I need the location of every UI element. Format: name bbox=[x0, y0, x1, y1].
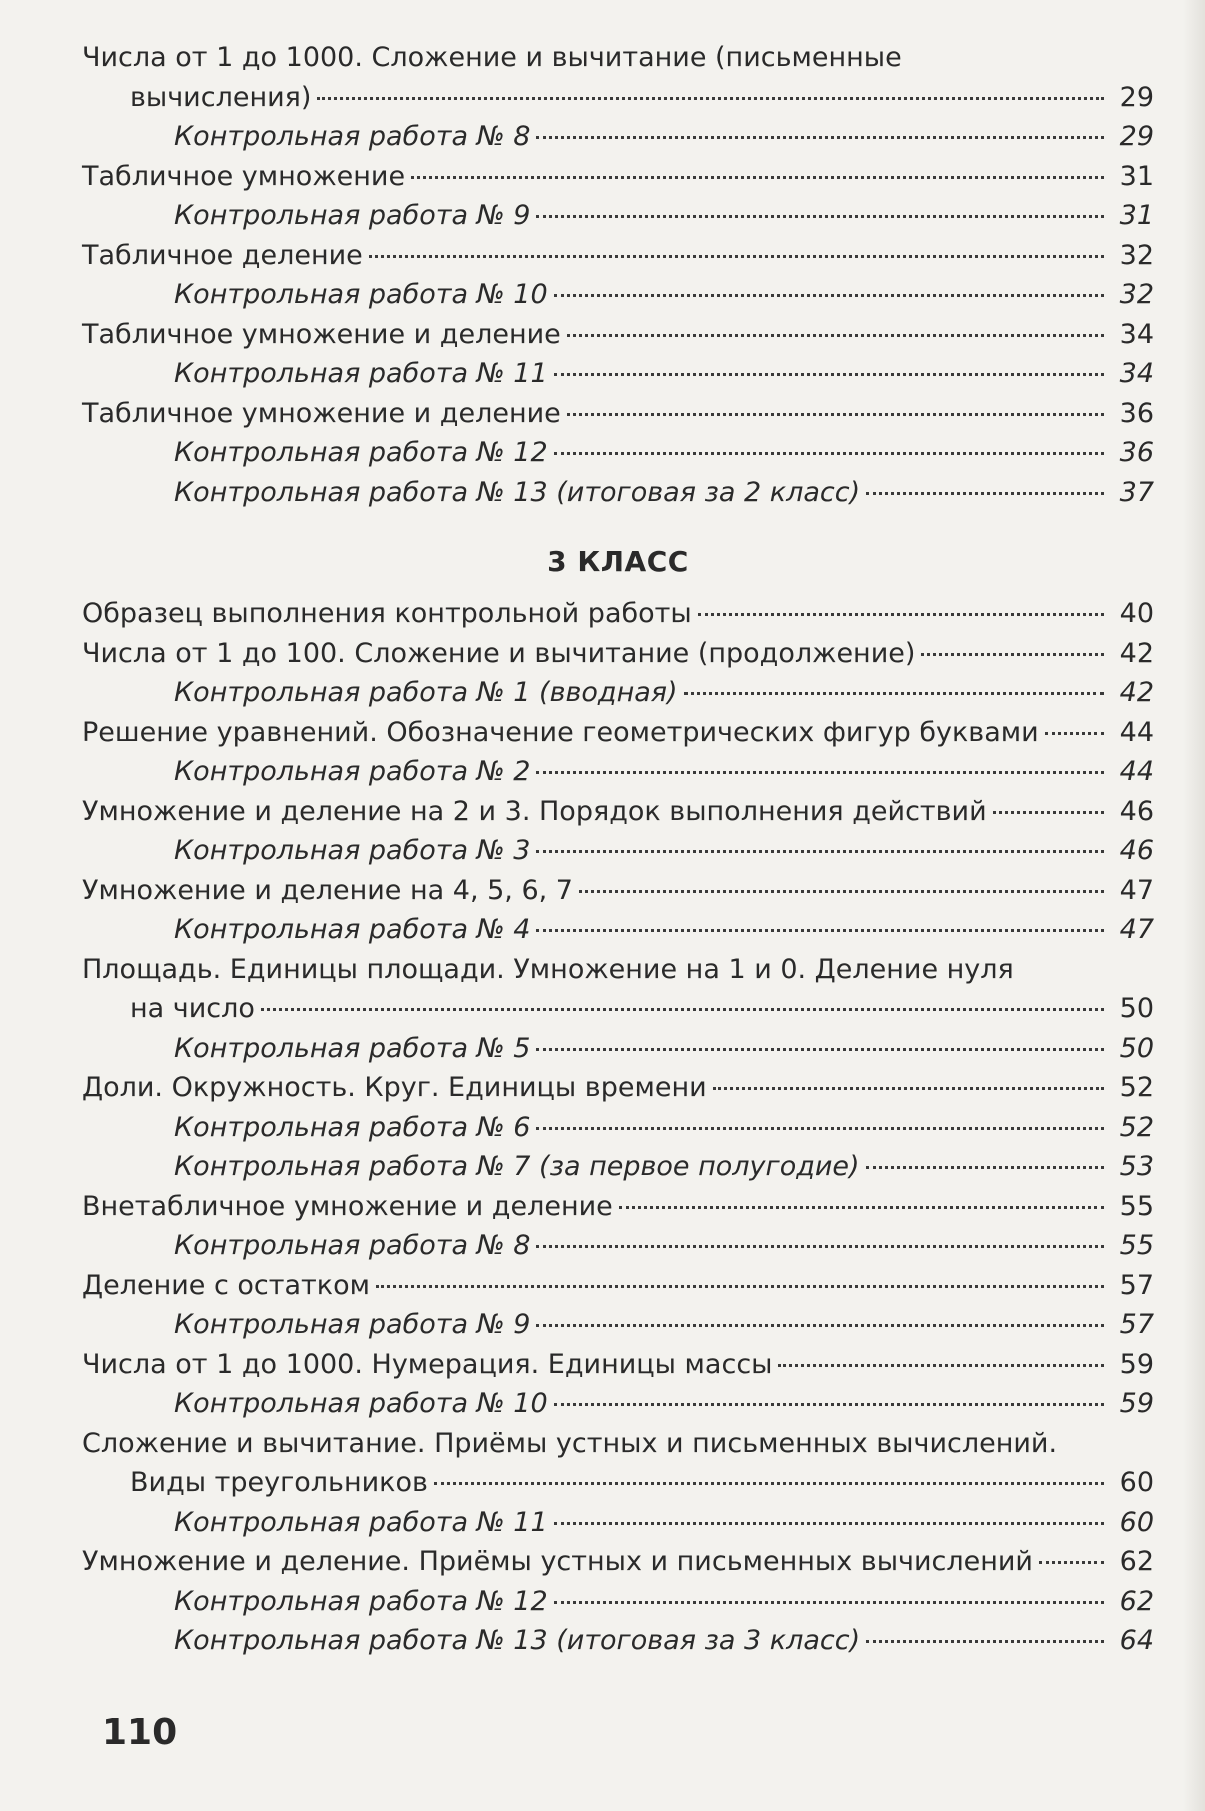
toc-subentry[interactable] bbox=[82, 1384, 1154, 1424]
toc-page-number: 29 bbox=[1119, 121, 1154, 152]
toc-page-number: 31 bbox=[1119, 200, 1154, 231]
toc-list-grade-3 bbox=[82, 594, 1154, 1661]
toc-page-number: 34 bbox=[1119, 358, 1154, 389]
toc-page-number: 29 bbox=[1119, 81, 1154, 113]
toc-page-number: 60 bbox=[1119, 1467, 1154, 1498]
toc-entry-title: Контрольная работа № 1 (вводная) bbox=[174, 677, 678, 708]
table-of-contents bbox=[82, 38, 1154, 1661]
toc-entry[interactable] bbox=[82, 157, 1154, 197]
dot-leader bbox=[1045, 732, 1104, 735]
dot-leader bbox=[778, 1364, 1104, 1367]
page-edge bbox=[1183, 0, 1205, 1811]
toc-entry-title: Деление с остатком bbox=[82, 1269, 370, 1301]
toc-entry-title: Табличное умножение и деление bbox=[82, 318, 561, 350]
toc-page-number: 52 bbox=[1119, 1111, 1154, 1143]
toc-entry-title: Контрольная работа № 3 bbox=[174, 835, 531, 866]
dot-leader bbox=[536, 136, 1104, 139]
toc-entry-title: Табличное умножение и деление bbox=[82, 397, 561, 429]
toc-entry[interactable] bbox=[82, 394, 1154, 434]
section-title: 3 КЛАСС bbox=[547, 545, 689, 578]
toc-entry-title: Контрольная работа № 12 bbox=[174, 1585, 548, 1617]
dot-leader bbox=[567, 334, 1104, 337]
toc-subentry[interactable] bbox=[82, 752, 1154, 792]
toc-subentry[interactable] bbox=[82, 673, 1154, 713]
toc-subentry[interactable] bbox=[82, 1147, 1154, 1187]
toc-entry-title: Умножение и деление на 4, 5, 6, 7 bbox=[82, 874, 573, 906]
toc-entry-continuation[interactable] bbox=[82, 78, 1154, 118]
dot-leader bbox=[536, 1048, 1104, 1051]
toc-page-number: 32 bbox=[1119, 239, 1154, 271]
dot-leader bbox=[554, 1403, 1104, 1406]
dot-leader bbox=[866, 492, 1104, 495]
dot-leader bbox=[554, 452, 1104, 455]
toc-entry-title: Контрольная работа № 4 bbox=[174, 914, 531, 945]
toc-entry[interactable] bbox=[82, 1068, 1154, 1108]
dot-leader bbox=[866, 1166, 1104, 1169]
toc-entry-title: Контрольная работа № 10 bbox=[174, 279, 548, 310]
toc-entry-title: Числа от 1 до 1000. Нумерация. Единицы массы bbox=[82, 1348, 773, 1380]
toc-page-number: 47 bbox=[1119, 914, 1154, 945]
dot-leader bbox=[536, 1245, 1104, 1248]
dot-leader bbox=[579, 890, 1104, 893]
toc-page-number: 50 bbox=[1119, 1032, 1154, 1064]
dot-leader bbox=[536, 771, 1104, 774]
dot-leader bbox=[434, 1482, 1104, 1485]
toc-subentry[interactable] bbox=[82, 1029, 1154, 1069]
toc-page-number: 46 bbox=[1119, 795, 1154, 827]
toc-entry[interactable] bbox=[82, 792, 1154, 832]
toc-page-number: 57 bbox=[1119, 1269, 1154, 1301]
toc-entry-title: вычисления) bbox=[130, 81, 312, 113]
toc-entry-title-line[interactable]: Числа от 1 до 1000. Сложение и вычитание (письменные bbox=[82, 42, 902, 73]
toc-entry-title: Контрольная работа № 11 bbox=[174, 358, 548, 389]
toc-subentry[interactable] bbox=[82, 910, 1154, 950]
toc-entry-title: Контрольная работа № 8 bbox=[174, 121, 531, 152]
toc-entry-title: Табличное деление bbox=[82, 239, 363, 271]
toc-subentry[interactable] bbox=[82, 1503, 1154, 1543]
toc-entry-title: Контрольная работа № 13 (итоговая за 2 класс) bbox=[174, 476, 861, 508]
toc-subentry[interactable] bbox=[82, 117, 1154, 157]
toc-entry-title: Образец выполнения контрольной работы bbox=[82, 598, 692, 629]
toc-page-number: 62 bbox=[1119, 1585, 1154, 1617]
toc-subentry[interactable] bbox=[82, 1582, 1154, 1622]
toc-entry-title: Внетабличное умножение и деление bbox=[82, 1190, 613, 1222]
dot-leader bbox=[376, 1285, 1104, 1288]
dot-leader bbox=[536, 215, 1104, 218]
dot-leader bbox=[619, 1206, 1104, 1209]
toc-page-number: 44 bbox=[1119, 756, 1154, 787]
dot-leader bbox=[567, 413, 1104, 416]
dot-leader bbox=[713, 1087, 1104, 1090]
toc-page-number: 46 bbox=[1119, 835, 1154, 866]
toc-entry[interactable] bbox=[82, 634, 1154, 674]
toc-entry-title: Контрольная работа № 13 (итоговая за 3 класс) bbox=[174, 1625, 861, 1656]
toc-entry[interactable] bbox=[82, 871, 1154, 911]
toc-entry-title: Контрольная работа № 8 bbox=[174, 1230, 531, 1261]
dot-leader bbox=[1039, 1561, 1104, 1564]
toc-entry-title: Виды треугольников bbox=[130, 1467, 428, 1498]
toc-page-number: 57 bbox=[1119, 1309, 1154, 1340]
dot-leader bbox=[554, 373, 1104, 376]
toc-page-number: 53 bbox=[1119, 1151, 1154, 1182]
toc-page-number: 32 bbox=[1119, 279, 1154, 310]
toc-page-number: 62 bbox=[1119, 1546, 1154, 1577]
toc-entry-title: на число bbox=[130, 993, 255, 1024]
dot-leader bbox=[536, 929, 1104, 932]
toc-entry-title: Контрольная работа № 12 bbox=[174, 437, 548, 468]
toc-page-number: 36 bbox=[1119, 437, 1154, 468]
toc-subentry[interactable] bbox=[82, 831, 1154, 871]
toc-subentry[interactable] bbox=[82, 275, 1154, 315]
toc-entry-title: Умножение и деление. Приёмы устных и письменных вычислений bbox=[82, 1546, 1033, 1577]
toc-page-number: 47 bbox=[1119, 874, 1154, 906]
toc-subentry[interactable] bbox=[82, 1226, 1154, 1266]
toc-subentry[interactable] bbox=[82, 1305, 1154, 1345]
toc-entry-title: Контрольная работа № 2 bbox=[174, 756, 531, 787]
dot-leader bbox=[536, 850, 1104, 853]
toc-page-number: 40 bbox=[1119, 598, 1154, 629]
toc-entry-title: Контрольная работа № 6 bbox=[174, 1111, 531, 1143]
toc-entry-continuation[interactable] bbox=[82, 989, 1154, 1029]
toc-page-number: 55 bbox=[1119, 1190, 1154, 1222]
toc-page-number: 36 bbox=[1119, 397, 1154, 429]
dot-leader bbox=[554, 294, 1104, 297]
toc-entry[interactable] bbox=[82, 594, 1154, 634]
toc-entry-title: Табличное умножение bbox=[82, 160, 406, 192]
toc-entry-title: Доли. Окружность. Круг. Единицы времени bbox=[82, 1072, 707, 1103]
dot-leader bbox=[411, 176, 1104, 179]
toc-entry[interactable] bbox=[82, 1542, 1154, 1582]
toc-entry-title: Решение уравнений. Обозначение геометрических фигур буквами bbox=[82, 716, 1039, 748]
toc-entry[interactable] bbox=[82, 236, 1154, 276]
toc-subentry[interactable] bbox=[82, 1108, 1154, 1148]
toc-entry-title: Умножение и деление на 2 и 3. Порядок выполнения действий bbox=[82, 795, 987, 827]
toc-page-number: 59 bbox=[1119, 1348, 1154, 1380]
toc-entry-title: Контрольная работа № 10 bbox=[174, 1388, 548, 1419]
toc-subentry[interactable] bbox=[82, 196, 1154, 236]
toc-entry[interactable] bbox=[82, 713, 1154, 753]
dot-leader bbox=[261, 1008, 1104, 1011]
dot-leader bbox=[369, 255, 1104, 258]
page-number: 110 bbox=[102, 1712, 178, 1753]
dot-leader bbox=[536, 1324, 1104, 1327]
toc-entry-title: Контрольная работа № 9 bbox=[174, 200, 531, 231]
toc-entry-title-line[interactable]: Площадь. Единицы площади. Умножение на 1 и 0. Деление нуля bbox=[82, 953, 1014, 985]
toc-page-number: 52 bbox=[1119, 1072, 1154, 1103]
dot-leader bbox=[317, 97, 1104, 100]
toc-entry-title: Числа от 1 до 100. Сложение и вычитание (продолжение) bbox=[82, 637, 916, 669]
toc-page-number: 50 bbox=[1119, 993, 1154, 1024]
toc-entry-continuation[interactable] bbox=[82, 1463, 1154, 1503]
toc-entry[interactable] bbox=[82, 1187, 1154, 1227]
dot-leader bbox=[921, 653, 1104, 656]
toc-page-number: 42 bbox=[1119, 637, 1154, 669]
dot-leader bbox=[554, 1522, 1104, 1525]
toc-subentry[interactable] bbox=[82, 473, 1154, 513]
toc-subentry[interactable] bbox=[82, 1621, 1154, 1661]
dot-leader bbox=[866, 1640, 1104, 1643]
toc-entry-title-line[interactable]: Сложение и вычитание. Приёмы устных и письменных вычислений. bbox=[82, 1427, 1058, 1459]
toc-page-number: 42 bbox=[1119, 677, 1154, 708]
toc-entry-title: Контрольная работа № 9 bbox=[174, 1309, 531, 1340]
toc-list-grade-2 bbox=[82, 38, 1154, 512]
toc-page-number: 37 bbox=[1119, 476, 1154, 508]
toc-page-number: 31 bbox=[1119, 160, 1154, 192]
toc-subentry[interactable] bbox=[82, 433, 1154, 473]
toc-entry-title: Контрольная работа № 7 (за первое полугодие) bbox=[174, 1151, 860, 1182]
toc-page-number: 60 bbox=[1119, 1506, 1154, 1538]
dot-leader bbox=[536, 1127, 1104, 1130]
toc-entry-title: Контрольная работа № 11 bbox=[174, 1506, 548, 1538]
dot-leader bbox=[698, 613, 1104, 616]
toc-page-number: 34 bbox=[1119, 318, 1154, 350]
toc-page-number: 64 bbox=[1119, 1625, 1154, 1656]
dot-leader bbox=[554, 1601, 1104, 1604]
dot-leader bbox=[993, 811, 1104, 814]
toc-entry[interactable] bbox=[82, 1345, 1154, 1385]
toc-page-number: 59 bbox=[1119, 1388, 1154, 1419]
dot-leader bbox=[684, 692, 1104, 695]
toc-entry-title: Контрольная работа № 5 bbox=[174, 1032, 531, 1064]
toc-subentry[interactable] bbox=[82, 354, 1154, 394]
toc-page-number: 44 bbox=[1119, 716, 1154, 748]
toc-entry[interactable] bbox=[82, 315, 1154, 355]
toc-page-number: 55 bbox=[1119, 1230, 1154, 1261]
toc-entry[interactable] bbox=[82, 1266, 1154, 1306]
